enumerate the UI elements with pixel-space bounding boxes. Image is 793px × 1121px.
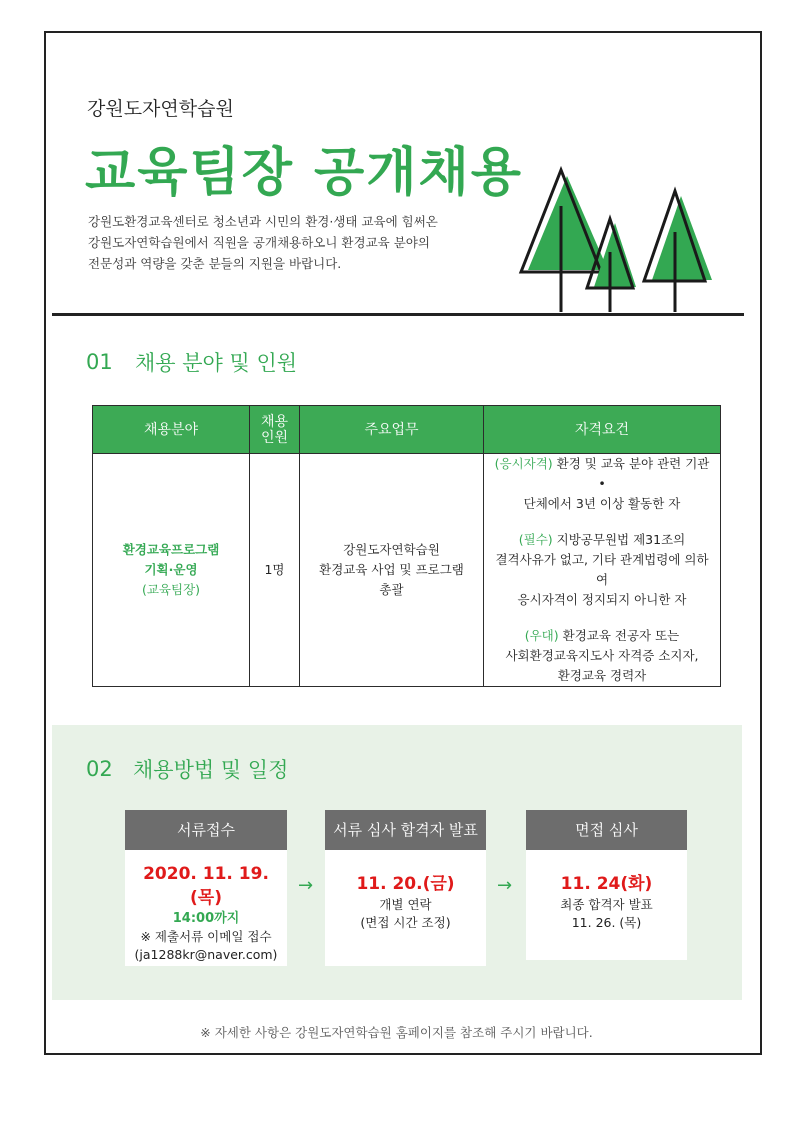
intro-text xyxy=(88,211,508,274)
header-count-line: 인원 xyxy=(260,429,289,446)
qualification-text: 사회환경교육지도사 자격증 소지자, xyxy=(505,648,699,663)
step-detail: 11. 26. (목) xyxy=(571,915,642,930)
tree-icon xyxy=(587,219,636,312)
step-interview xyxy=(526,810,687,960)
qualification-text: 환경 및 교육 분야 관련 기관 • xyxy=(552,456,710,491)
field-line: 환경교육프로그램 xyxy=(122,542,220,557)
step-document-result xyxy=(325,810,486,966)
header-field: 채용분야 xyxy=(93,406,250,454)
section2-title: 채용방법 및 일정 xyxy=(133,758,289,782)
step-document-submission xyxy=(125,810,287,966)
recruitment-table xyxy=(92,405,721,687)
cell-duty xyxy=(300,454,484,687)
step-title: 면접 심사 xyxy=(526,810,687,850)
cell-field xyxy=(93,454,250,687)
page-title: 교육팀장 공개채용 xyxy=(85,143,523,203)
cell-count: 1명 xyxy=(250,454,300,687)
section1-number: 01 xyxy=(86,350,113,374)
cell-qualification xyxy=(484,454,721,687)
step-detail: 최종 합격자 발표 xyxy=(560,897,653,912)
organization-name: 강원도자연학습원 xyxy=(87,98,234,120)
header-count-line: 채용 xyxy=(260,413,289,430)
arrow-right-icon: → xyxy=(298,875,314,896)
qualification-tag: (응시자격) xyxy=(494,456,553,471)
step-time: 14:00까지 xyxy=(172,911,240,926)
qualification-text: 단체에서 3년 이상 활동한 자 xyxy=(523,496,681,511)
qualification-text: 응시자격이 정지되지 아니한 자 xyxy=(517,592,687,607)
qualification-text: 지방공무원법 제31조의 xyxy=(552,532,686,547)
tree-icon xyxy=(521,170,608,312)
footer-note: ※ 자세한 사항은 강원도자연학습원 홈페이지를 참조해 주시기 바랍니다. xyxy=(200,1025,593,1040)
intro-line: 강원도자연학습원에서 직원을 공개채용하오니 환경교육 분야의 xyxy=(88,235,430,250)
section1-title: 채용 분야 및 인원 xyxy=(135,351,298,375)
header-qualification: 자격요건 xyxy=(484,406,721,454)
header-divider xyxy=(52,313,744,316)
step-title: 서류 심사 합격자 발표 xyxy=(325,810,486,850)
step-date: 2020. 11. 19. (목) xyxy=(143,864,269,908)
step-content xyxy=(526,850,687,932)
section2-number: 02 xyxy=(86,757,113,781)
intro-line: 전문성과 역량을 갖춘 분들의 지원을 바랍니다. xyxy=(88,256,342,271)
qualification-text: 환경교육 전공자 또는 xyxy=(558,628,680,643)
step-title: 서류접수 xyxy=(125,810,287,850)
qualification-tag: (필수) xyxy=(518,532,553,547)
qualification-text: 환경교육 경력자 xyxy=(557,668,647,683)
qualification-item xyxy=(490,626,714,686)
duty-line: 환경교육 사업 및 프로그램 xyxy=(319,562,464,577)
header-duty: 주요업무 xyxy=(300,406,484,454)
intro-line: 강원도환경교육센터로 청소년과 시민의 환경·생태 교육에 힘써온 xyxy=(88,214,438,229)
qualification-tag: (우대) xyxy=(524,628,559,643)
step-date: 11. 24(화) xyxy=(560,874,653,894)
qualification-text: 결격사유가 없고, 기타 관계법령에 의하여 xyxy=(495,552,709,587)
field-line: (교육팀장) xyxy=(141,582,201,597)
duty-line: 강원도자연학습원 xyxy=(343,542,440,557)
duty-line: 총괄 xyxy=(379,582,404,597)
table-row xyxy=(93,454,721,687)
step-detail: (면접 시간 조정) xyxy=(360,915,451,930)
header-count xyxy=(250,406,300,454)
field-line: 기획·운영 xyxy=(144,562,198,577)
tree-illustration xyxy=(515,160,735,320)
step-detail: 개별 연락 xyxy=(379,897,432,912)
step-date: 11. 20.(금) xyxy=(356,874,455,894)
tree-icon xyxy=(644,191,712,312)
step-content xyxy=(325,850,486,932)
qualification-item xyxy=(490,454,714,514)
arrow-right-icon: → xyxy=(497,875,513,896)
step-detail: (ja1288kr@naver.com) xyxy=(134,947,278,962)
table-header-row xyxy=(93,406,721,454)
step-detail: ※ 제출서류 이메일 접수 xyxy=(140,929,272,944)
step-content xyxy=(125,850,287,964)
qualification-item xyxy=(490,530,714,610)
